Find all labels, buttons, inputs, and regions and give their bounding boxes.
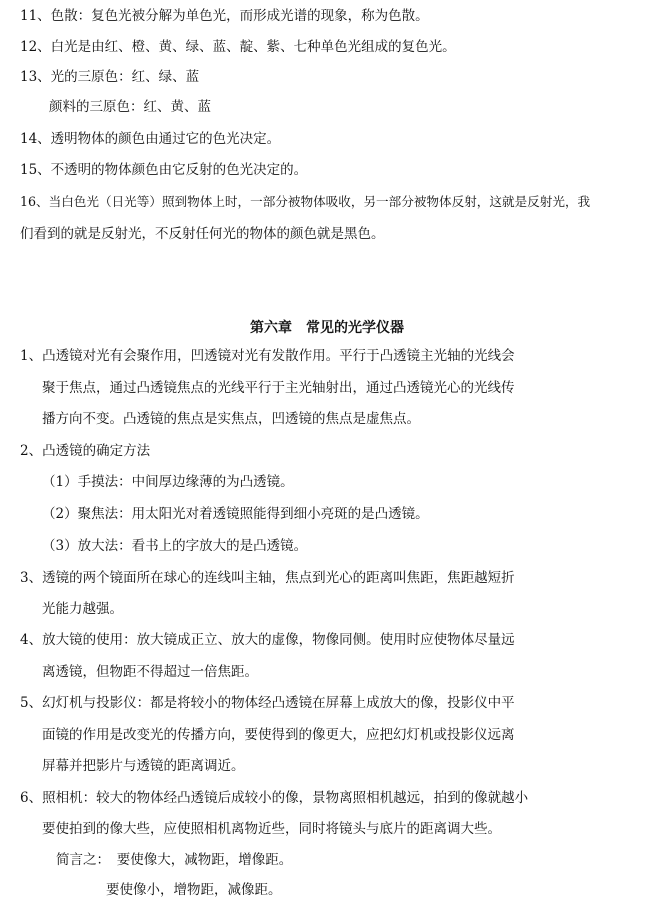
- text-line: 1、凸透镜对光有会聚作用，凹透镜对光有发散作用。平行于凸透镜主光轴的光线会: [20, 348, 515, 364]
- text-line: 2、凸透镜的确定方法: [20, 443, 151, 459]
- text-line: 5、幻灯机与投影仪：都是将较小的物体经凸透镜在屏幕上成放大的像，投影仪中平: [20, 695, 515, 711]
- text-line: 屏幕并把影片与透镜的距离调近。: [42, 758, 245, 774]
- text-line: 16、当白色光（日光等）照到物体上时，一部分被物体吸收，另一部分被物体反射，这就是反射光，我: [20, 194, 591, 209]
- text-line: 3、透镜的两个镜面所在球心的连线叫主轴，焦点到光心的距离叫焦距，焦距越短折: [20, 570, 515, 586]
- text-line: 11、色散：复色光被分解为单色光，而形成光谱的现象，称为色散。: [20, 8, 429, 24]
- text-line: 们看到的就是反射光，不反射任何光的物体的颜色就是黑色。: [20, 226, 385, 242]
- text-line: 简言之： 要使像大，减物距，增像距。: [56, 852, 293, 868]
- text-line: 离透镜，但物距不得超过一倍焦距。: [42, 664, 258, 680]
- text-line: 播方向不变。凸透镜的焦点是实焦点，凹透镜的焦点是虚焦点。: [42, 411, 420, 427]
- text-line: 颜料的三原色：红、黄、蓝: [49, 99, 211, 115]
- text-line: 面镜的作用是改变光的传播方向，要使得到的像更大，应把幻灯机或投影仪远离: [42, 727, 515, 743]
- text-line: （1）手摸法：中间厚边缘薄的为凸透镜。: [42, 474, 294, 490]
- text-line: （3）放大法：看书上的字放大的是凸透镜。: [42, 538, 308, 554]
- text-line: 12、白光是由红、橙、黄、绿、蓝、靛、紫、七种单色光组成的复色光。: [20, 39, 456, 55]
- text-line: 聚于焦点，通过凸透镜焦点的光线平行于主光轴射出，通过凸透镜光心的光线传: [42, 380, 515, 396]
- text-line: 6、照相机：较大的物体经凸透镜后成较小的像，景物离照相机越远，拍到的像就越小: [20, 790, 529, 806]
- text-line: 14、透明物体的颜色由通过它的色光决定。: [20, 131, 281, 147]
- text-line: 13、光的三原色：红、绿、蓝: [20, 69, 200, 85]
- text-line: 要使像小，增物距，减像距。: [106, 882, 282, 898]
- text-line: 光能力越强。: [42, 601, 123, 617]
- chapter-title: 第六章 常见的光学仪器: [250, 320, 404, 336]
- text-line: 要使拍到的像大些，应使照相机离物近些，同时将镜头与底片的距离调大些。: [42, 821, 501, 837]
- text-line: 4、放大镜的使用：放大镜成正立、放大的虚像，物像同侧。使用时应使物体尽量远: [20, 632, 515, 648]
- text-line: 15、不透明的物体颜色由它反射的色光决定的。: [20, 162, 308, 178]
- text-line: （2）聚焦法：用太阳光对着透镜照能得到细小亮斑的是凸透镜。: [42, 506, 429, 522]
